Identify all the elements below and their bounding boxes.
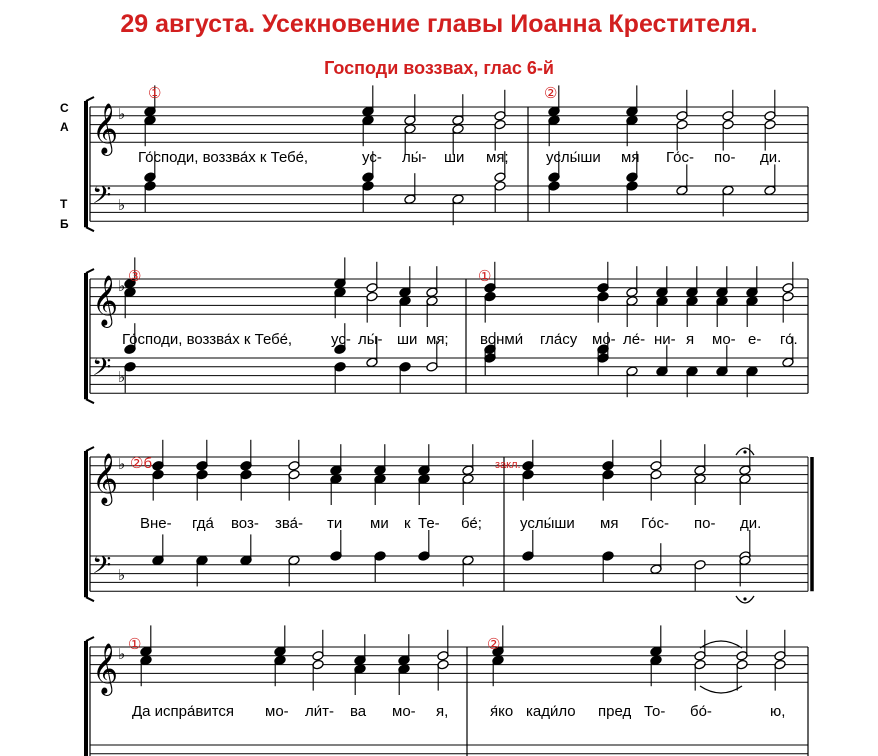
lyric-syllable: гла́су <box>540 331 578 348</box>
lyric-syllable: мя; <box>426 331 449 348</box>
voice-label-soprano: С <box>60 101 69 115</box>
lyric-syllable: бо́- <box>690 703 712 720</box>
lyric-syllable: кади́ло <box>526 703 576 720</box>
lyric-syllable: гда́ <box>192 515 214 532</box>
page-subtitle: Господи воззвах, глас 6-й <box>324 58 554 78</box>
voice-label-bass: Б <box>60 217 69 231</box>
lyric-syllable: мо- <box>592 331 616 348</box>
lyric-syllable: лы́- <box>358 331 383 348</box>
voice-label-tenor: Т <box>60 197 68 211</box>
bass-clef-icon: 𝄢 <box>92 353 112 388</box>
flat-sign-icon: ♭ <box>118 196 126 214</box>
lyric-syllable: ус- <box>331 331 351 348</box>
staff-system-4 <box>86 625 808 756</box>
lyric-syllable: мо- <box>392 703 416 720</box>
voice-label-alto: А <box>60 120 69 134</box>
lyric-syllable: ле́- <box>623 331 646 348</box>
lyric-syllable: ди. <box>760 149 782 166</box>
lyric-syllable: по- <box>714 149 736 166</box>
phrase-mark: ① <box>148 85 162 102</box>
lyric-syllable: вонми́ <box>480 331 524 348</box>
lyric-syllable: ми <box>370 515 389 532</box>
lyric-syllable: по- <box>694 515 716 532</box>
flat-sign-icon: ♭ <box>118 368 126 386</box>
lyric-syllable: ди. <box>740 515 762 532</box>
phrase-mark: закл. <box>495 459 521 471</box>
bracket-hook <box>86 637 94 641</box>
lyric-syllable: Го́споди, воззва́х к Тебе́, <box>138 149 309 166</box>
lyric-syllable: мо- <box>265 703 289 720</box>
lyric-syllable: бе́; <box>461 515 482 532</box>
flat-sign-icon: ♭ <box>118 455 126 473</box>
phrase-mark: ② <box>544 85 558 102</box>
lyric-syllable: ва <box>350 703 367 720</box>
lyric-syllable: мя <box>600 515 619 532</box>
flat-sign-icon: ♭ <box>118 105 126 123</box>
fermata-dot <box>743 597 746 600</box>
treble-clef-icon: 𝄞 <box>92 103 119 154</box>
phrase-mark: ① <box>478 268 492 285</box>
tie-slur <box>700 686 742 693</box>
lyric-syllable: Те- <box>418 515 440 532</box>
bracket-hook <box>86 97 94 101</box>
lyric-syllable: зва́- <box>275 515 304 532</box>
lyric-syllable: ю, <box>770 703 786 720</box>
lyric-syllable: Вне- <box>140 515 172 532</box>
flat-sign-icon: ♭ <box>118 645 126 663</box>
phrase-mark: ③ <box>128 268 142 285</box>
bracket-hook <box>86 597 94 601</box>
phrase-mark: ① <box>128 636 142 653</box>
lyric-syllable: Го́с- <box>641 515 669 532</box>
treble-clef-icon: 𝄞 <box>92 275 119 326</box>
flat-sign-icon: ♭ <box>118 566 126 584</box>
bass-clef-icon: 𝄢 <box>92 551 112 586</box>
lyric-syllable: лы́- <box>402 149 427 166</box>
lyric-syllable: ти <box>327 515 343 532</box>
lyric-syllable: ли́т- <box>305 703 334 720</box>
bracket-hook <box>86 227 94 231</box>
lyric-syllable: к <box>404 515 411 532</box>
lyric-syllable: ши <box>397 331 418 348</box>
lyric-syllable: мо- <box>712 331 736 348</box>
bass-clef-icon: 𝄢 <box>92 181 112 216</box>
treble-clef-icon: 𝄞 <box>92 643 119 694</box>
lyric-syllable: я́ко <box>490 703 514 720</box>
lyric-syllable: ши <box>444 149 465 166</box>
lyric-syllable: ни- <box>654 331 676 348</box>
lyric-syllable: мя <box>621 149 640 166</box>
lyric-syllable: Го́с- <box>666 149 694 166</box>
phrase-mark: ② <box>487 636 501 653</box>
lyric-syllable: пред <box>598 703 632 720</box>
bracket-hook <box>86 447 94 451</box>
flat-sign-icon: ♭ <box>118 277 126 295</box>
page-title: 29 августа. Усекновение главы Иоанна Крестителя. <box>120 10 758 38</box>
lyric-syllable: Го́споди, воззва́х к Тебе́, <box>122 331 293 348</box>
lyric-syllable: мя; <box>486 149 509 166</box>
lyric-syllable: услы́ши <box>546 149 601 166</box>
lyric-syllable: услы́ши <box>520 515 575 532</box>
lyric-syllable: го́. <box>780 331 798 348</box>
lyric-syllable: е- <box>748 331 762 348</box>
fermata-dot <box>743 450 746 453</box>
lyric-syllable: Да испра́вится <box>132 703 235 720</box>
lyric-syllable: я <box>686 331 695 348</box>
bracket-hook <box>86 399 94 403</box>
bracket-hook <box>86 269 94 273</box>
lyric-syllable: ус- <box>362 149 382 166</box>
treble-clef-icon: 𝄞 <box>92 453 119 504</box>
lyric-syllable: То- <box>644 703 666 720</box>
lyric-syllable: воз- <box>231 515 259 532</box>
phrase-mark: ②б <box>130 455 153 472</box>
lyric-syllable: я, <box>436 703 449 720</box>
